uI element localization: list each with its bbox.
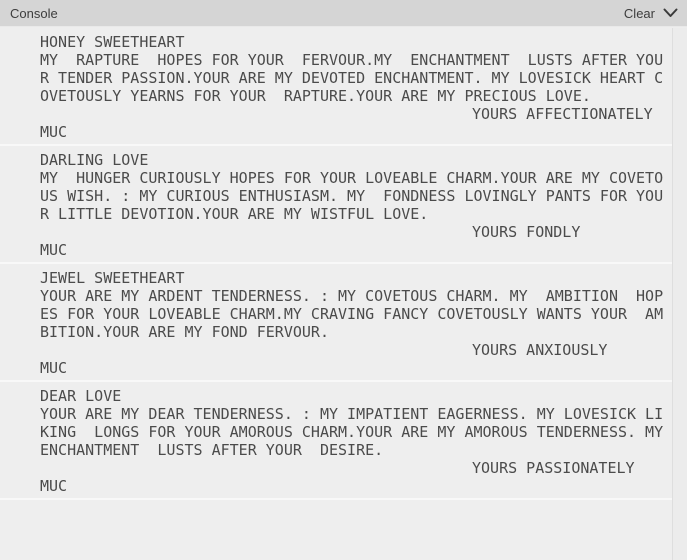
letter-closing: MUC: [40, 241, 68, 259]
console-header: [0, 0, 687, 27]
letter-closing: MUC: [40, 477, 68, 495]
letter-signature: YOURS PASSIONATELY: [472, 459, 635, 477]
letter-body-line: R LITTLE DEVOTION.YOUR ARE MY WISTFUL LOVE.: [40, 205, 429, 223]
letter-title: DARLING LOVE: [40, 151, 149, 169]
letter-body-line: BITION.YOUR ARE MY FOND FERVOUR.: [40, 323, 329, 341]
letter-signature: YOURS AFFECTIONATELY: [472, 105, 653, 123]
console-message: [0, 264, 672, 382]
letter-body-line: ENCHANTMENT LUSTS AFTER YOUR DESIRE.: [40, 441, 384, 459]
clear-button[interactable]: Clear: [623, 5, 655, 21]
panel-title: Console: [10, 5, 58, 21]
console-message: [0, 146, 672, 264]
letter-body-line: ES FOR YOUR LOVEABLE CHARM.MY CRAVING FANCY COVETOUSLY WANTS YOUR AM: [40, 305, 664, 323]
letter-title: DEAR LOVE: [40, 387, 122, 405]
letter-closing: MUC: [40, 123, 68, 141]
letter-signature: YOURS ANXIOUSLY: [472, 341, 608, 359]
collapse-button[interactable]: [662, 6, 679, 20]
letter-body-line: YOUR ARE MY ARDENT TENDERNESS. : MY COVETOUS CHARM. MY AMBITION HOP: [40, 287, 664, 305]
letter-body-line: YOUR ARE MY DEAR TENDERNESS. : MY IMPATIENT EAGERNESS. MY LOVESICK LI: [40, 405, 664, 423]
vertical-scrollbar[interactable]: [672, 28, 687, 560]
console-message: [0, 382, 672, 500]
console-message: [0, 28, 672, 146]
chevron-down-icon: [663, 8, 678, 18]
letter-body-line: MY RAPTURE HOPES FOR YOUR FERVOUR.MY ENCHANTMENT LUSTS AFTER YOU: [40, 51, 664, 69]
letter-body-line: R TENDER PASSION.YOUR ARE MY DEVOTED ENCHANTMENT. MY LOVESICK HEART C: [40, 69, 664, 87]
letter-signature: YOURS FONDLY: [472, 223, 581, 241]
letter-body-line: MY HUNGER CURIOUSLY HOPES FOR YOUR LOVEABLE CHARM.YOUR ARE MY COVETO: [40, 169, 664, 187]
letter-closing: MUC: [40, 359, 68, 377]
console-output: [0, 28, 672, 560]
letter-title: HONEY SWEETHEART: [40, 33, 185, 51]
letter-body-line: KING LONGS FOR YOUR AMOROUS CHARM.YOUR ARE MY AMOROUS TENDERNESS. MY: [40, 423, 664, 441]
letter-title: JEWEL SWEETHEART: [40, 269, 185, 287]
letter-body-line: OVETOUSLY YEARNS FOR YOUR RAPTURE.YOUR ARE MY PRECIOUS LOVE.: [40, 87, 591, 105]
letter-body-line: US WISH. : MY CURIOUS ENTHUSIASM. MY FONDNESS LOVINGLY PANTS FOR YOU: [40, 187, 664, 205]
